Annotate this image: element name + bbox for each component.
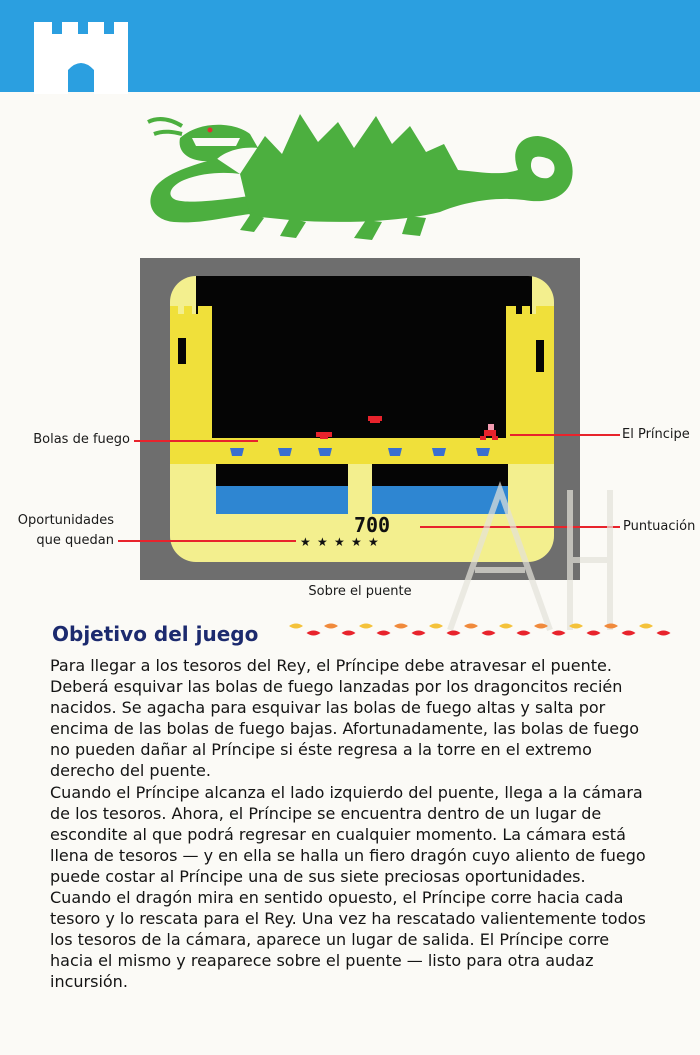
callout-prince: El Príncipe xyxy=(622,427,690,442)
lives-remaining xyxy=(300,535,379,549)
score-display: 700 xyxy=(353,513,391,537)
flag-mark xyxy=(639,624,653,629)
flag-mark xyxy=(307,631,321,636)
decorative-flags-icon xyxy=(285,618,675,644)
flag-mark xyxy=(289,624,303,629)
flag-mark xyxy=(342,631,356,636)
paragraph: Para llegar a los tesoros del Rey, el Príncipe debe atravesar el puente. Deberá esquivar las bolas de fuego lanzadas por los dragoncitos recién nacidos. Se agacha para esquivar las bolas de fuego altas y salta por encima de las bolas de fuego bajas. Afortunadamente, las bolas de fuego no pueden dañar al Príncipe si éste regresa a la torre en el extremo derecho del puente. xyxy=(50,656,640,781)
flag-mark xyxy=(552,631,566,636)
paragraph: Cuando el dragón mira en sentido opuesto, el Príncipe corre hacia cada tesoro y lo rescata para el Rey. Una vez ha rescatado valientemente todos los tesoros de la cámara, aparece un lugar de salida. El Príncipe corre hacia el mismo y reaparece sobre el puente — listo para otra audaz incursión. xyxy=(50,888,646,992)
section-heading: Objetivo del juego xyxy=(52,622,259,646)
flag-mark xyxy=(359,624,373,629)
flag-mark xyxy=(324,624,338,629)
castle-logo-icon xyxy=(32,22,130,94)
flag-mark xyxy=(482,631,496,636)
body-text xyxy=(50,655,656,993)
callout-line-prince xyxy=(510,434,620,436)
flag-mark xyxy=(534,624,548,629)
callout-score: Puntuación xyxy=(623,519,696,534)
flag-mark xyxy=(429,624,443,629)
flag-mark xyxy=(569,624,583,629)
flag-mark xyxy=(377,631,391,636)
flag-mark xyxy=(657,631,671,636)
flag-mark xyxy=(604,624,618,629)
life-star: ★ xyxy=(368,535,379,549)
flag-mark xyxy=(587,631,601,636)
flag-mark xyxy=(622,631,636,636)
callout-line-chances xyxy=(118,540,296,542)
flag-mark xyxy=(499,624,513,629)
callout-fireballs: Bolas de fuego xyxy=(33,432,130,447)
flag-mark xyxy=(394,624,408,629)
life-star: ★ xyxy=(317,535,328,549)
flag-mark xyxy=(517,631,531,636)
life-star: ★ xyxy=(351,535,362,549)
callout-chances-line1: Oportunidades xyxy=(17,513,114,528)
paragraph: Cuando el Príncipe alcanza el lado izquierdo del puente, llega a la cámara de los tesoros. Ahora, el Príncipe se encuentra dentro de un lugar de escondite al que podrá regresar en cualquier momento. La cámara está llena de tesoros — y en ella se halla un fiero dragón cuyo aliento de fuego puede costar al Príncipe una de sus siete preciosas oportunidades. xyxy=(50,782,646,886)
dragon-illustration xyxy=(140,100,590,245)
callout-line-fireballs xyxy=(134,440,258,442)
flag-mark xyxy=(447,631,461,636)
flag-mark xyxy=(464,624,478,629)
life-star: ★ xyxy=(334,535,345,549)
life-star: ★ xyxy=(300,535,311,549)
flag-mark xyxy=(412,631,426,636)
callout-chances-line2: que quedan xyxy=(36,533,114,548)
figure-caption: Sobre el puente xyxy=(308,584,412,599)
